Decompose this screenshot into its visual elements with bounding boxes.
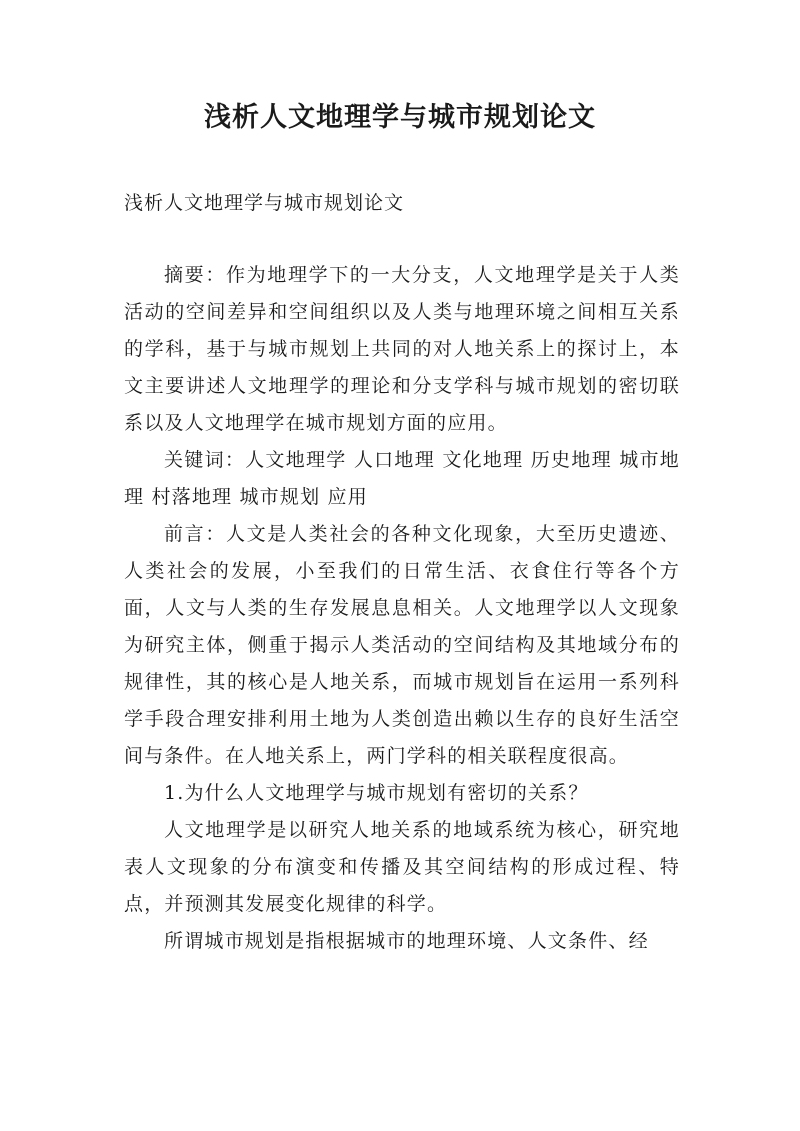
document-title: 浅析人文地理学与城市规划论文 — [204, 102, 596, 133]
preface-paragraph: 前言：人文是人类社会的各种文化现象，大至历史遗迹、人类社会的发展，小至我们的日常生活、衣食住行等各个方面，人文与人类的生存发展息息相关。人文地理学以人文现象为研究主体，侧重于揭示人类活动的空间结构及其地域分布的规律性，其的核心是人地关系，而城市规划旨在运用一系列科学手段合理安排利用土地为人类创造出赖以生存的良好生活空间与条件。在人地关系上，两门学科的相关联程度很高。 — [124, 523, 680, 767]
abstract-paragraph: 摘要：作为地理学下的一大分支，人文地理学是关于人类活动的空间差异和空间组织以及人类与地理环境之间相互关系的学科，基于与城市规划上共同的对人地关系上的探讨上，本文主要讲述人文地理学的理论和分支学科与城市规划的密切联系以及人文地理学在城市规划方面的应用。 — [124, 264, 680, 434]
body-paragraph: 所谓城市规划是指根据城市的地理环境、人文条件、经 — [164, 930, 649, 952]
document-subtitle: 浅析人文地理学与城市规划论文 — [124, 192, 405, 214]
section-heading: 1.为什么人文地理学与城市规划有密切的关系？ — [164, 782, 589, 804]
document-body — [124, 257, 680, 960]
keywords-paragraph: 关键词：人文地理学 人口地理 文化地理 历史地理 城市地理 村落地理 城市规划 应用 — [124, 449, 680, 508]
body-paragraph: 人文地理学是以研究人地关系的地域系统为核心，研究地表人文现象的分布演变和传播及其空间结构的形成过程、特点，并预测其发展变化规律的科学。 — [124, 819, 680, 915]
